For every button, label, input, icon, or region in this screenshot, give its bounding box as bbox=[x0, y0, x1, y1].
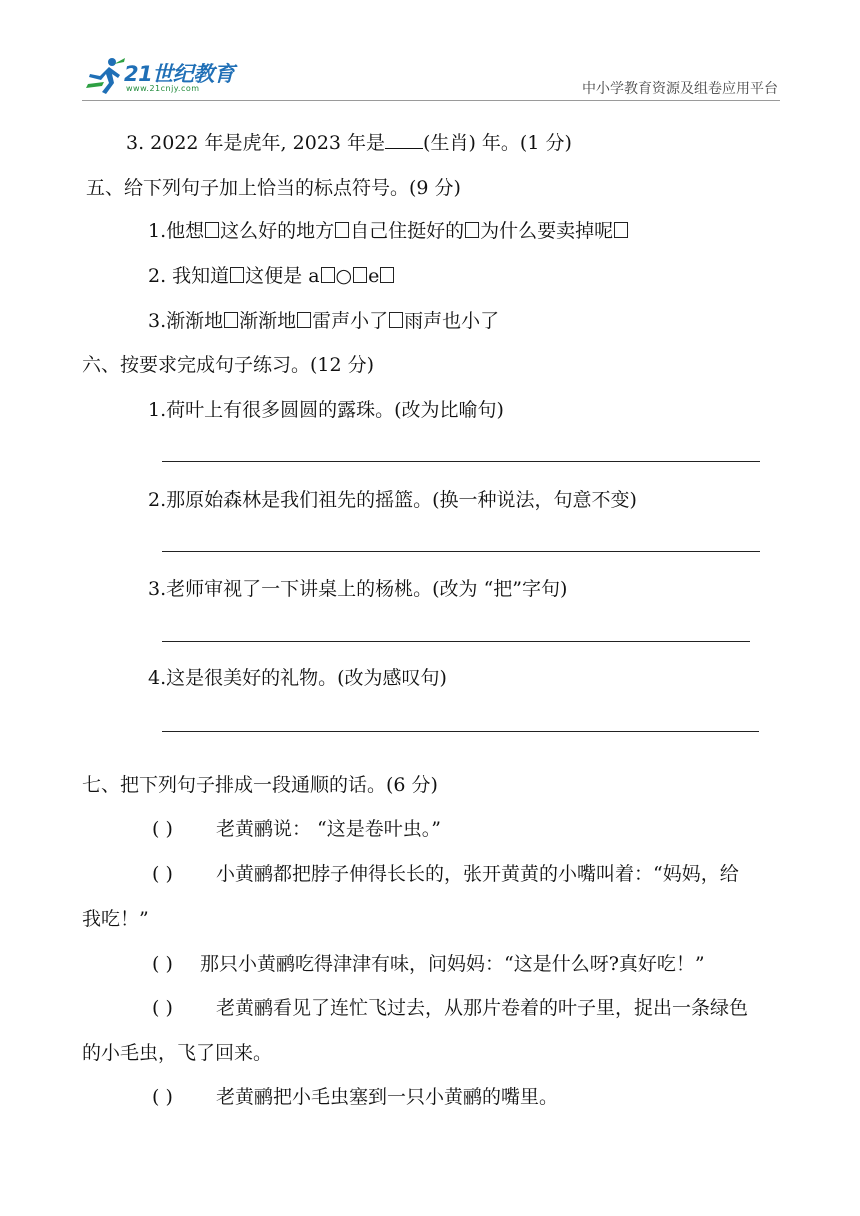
ordering-item-2 bbox=[152, 862, 739, 886]
question-3-text-before: 3. 2022 年是虎年, 2023 年是 bbox=[126, 132, 386, 154]
text-segment: 雷声小了 bbox=[312, 310, 389, 332]
platform-label: 中小学教育资源及组卷应用平台 bbox=[582, 81, 778, 97]
ordering-item-text: 老黄鹂说： “这是卷叶虫。” bbox=[216, 818, 441, 840]
ordering-item-text: 老黄鹂看见了连忙飞过去，从那片卷着的叶子里，捉出一条绿色 bbox=[216, 997, 749, 1019]
ordering-item-text: 小黄鹂都把脖子伸得长长的，张开黄黄的小嘴叫着：“妈妈，给 bbox=[216, 863, 739, 885]
answer-line[interactable] bbox=[162, 461, 760, 462]
answer-blank[interactable] bbox=[385, 130, 423, 149]
ordering-item-text: 那只小黄鹂吃得津津有味，问妈妈：“这是什么呀?真好吃！” bbox=[200, 953, 705, 975]
text-segment: 渐渐地 bbox=[239, 310, 297, 332]
order-number-blank[interactable]: ( ) bbox=[152, 1086, 173, 1108]
text-segment: 这便是 a bbox=[245, 265, 320, 287]
punctuation-item-1 bbox=[148, 219, 629, 243]
answer-line[interactable] bbox=[162, 551, 760, 552]
punctuation-box[interactable] bbox=[380, 267, 394, 283]
punctuation-box[interactable] bbox=[205, 222, 219, 238]
section-5-title: 五、给下列句子加上恰当的标点符号。(9 分) bbox=[86, 177, 461, 199]
question-3 bbox=[126, 130, 572, 155]
logo-url: www.21cnjy.com bbox=[126, 84, 200, 93]
text-segment: 为什么要卖掉呢 bbox=[480, 220, 614, 242]
punctuation-box[interactable] bbox=[321, 267, 335, 283]
section-7-title: 七、把下列句子排成一段通顺的话。(6 分) bbox=[82, 774, 438, 796]
section-6-title: 六、按要求完成句子练习。(12 分) bbox=[82, 354, 375, 376]
punctuation-box[interactable] bbox=[335, 222, 349, 238]
text-segment: 2. 我知道 bbox=[148, 265, 230, 287]
sentence-exercise-3: 3.老师审视了一下讲桌上的杨桃。(改为 “把”字句) bbox=[148, 578, 568, 600]
site-logo bbox=[82, 56, 252, 96]
text-segment: 1.他想 bbox=[148, 220, 205, 242]
ordering-item-5 bbox=[152, 1085, 558, 1109]
sentence-exercise-1: 1.荷叶上有很多圆圆的露珠。(改为比喻句) bbox=[148, 399, 504, 421]
ordering-item-text: 老黄鹂把小毛虫塞到一只小黄鹂的嘴里。 bbox=[216, 1086, 559, 1108]
text-segment: 雨声也小了 bbox=[404, 310, 500, 332]
sentence-exercise-2: 2.那原始森林是我们祖先的摇篮。(换一种说法，句意不变) bbox=[148, 489, 637, 511]
order-number-blank[interactable]: ( ) bbox=[152, 997, 173, 1019]
punctuation-box[interactable] bbox=[465, 222, 479, 238]
punctuation-box[interactable] bbox=[614, 222, 628, 238]
text-segment: 这么好的地方 bbox=[220, 220, 335, 242]
ordering-item-1 bbox=[152, 817, 441, 841]
runner-logo-icon bbox=[82, 56, 126, 96]
question-3-text-after: (生肖) 年。(1 分) bbox=[423, 132, 572, 154]
ordering-item-4 bbox=[152, 996, 748, 1020]
ordering-item-2-continuation: 我吃！” bbox=[82, 908, 149, 930]
order-number-blank[interactable]: ( ) bbox=[152, 953, 173, 975]
ordering-item-4-continuation: 的小毛虫，飞了回来。 bbox=[82, 1042, 273, 1064]
punctuation-box[interactable] bbox=[230, 267, 244, 283]
header-divider bbox=[82, 100, 780, 101]
order-number-blank[interactable]: ( ) bbox=[152, 818, 173, 840]
text-segment: e bbox=[368, 265, 380, 287]
punctuation-box[interactable] bbox=[224, 312, 238, 328]
answer-line[interactable] bbox=[162, 641, 750, 642]
logo-text: 21世纪教育 bbox=[124, 62, 235, 86]
punctuation-box[interactable] bbox=[389, 312, 403, 328]
punctuation-box[interactable] bbox=[297, 312, 311, 328]
answer-line[interactable] bbox=[162, 731, 759, 732]
punctuation-box[interactable] bbox=[353, 267, 367, 283]
sentence-exercise-4: 4.这是很美好的礼物。(改为感叹句) bbox=[148, 667, 447, 689]
punctuation-item-2 bbox=[148, 264, 395, 288]
text-segment: 自己住挺好的 bbox=[350, 220, 465, 242]
order-number-blank[interactable]: ( ) bbox=[152, 863, 173, 885]
ordering-item-3 bbox=[152, 952, 705, 976]
punctuation-item-3 bbox=[148, 309, 499, 333]
circle-symbol: ○ bbox=[335, 265, 353, 287]
text-segment: 3.渐渐地 bbox=[148, 310, 224, 332]
